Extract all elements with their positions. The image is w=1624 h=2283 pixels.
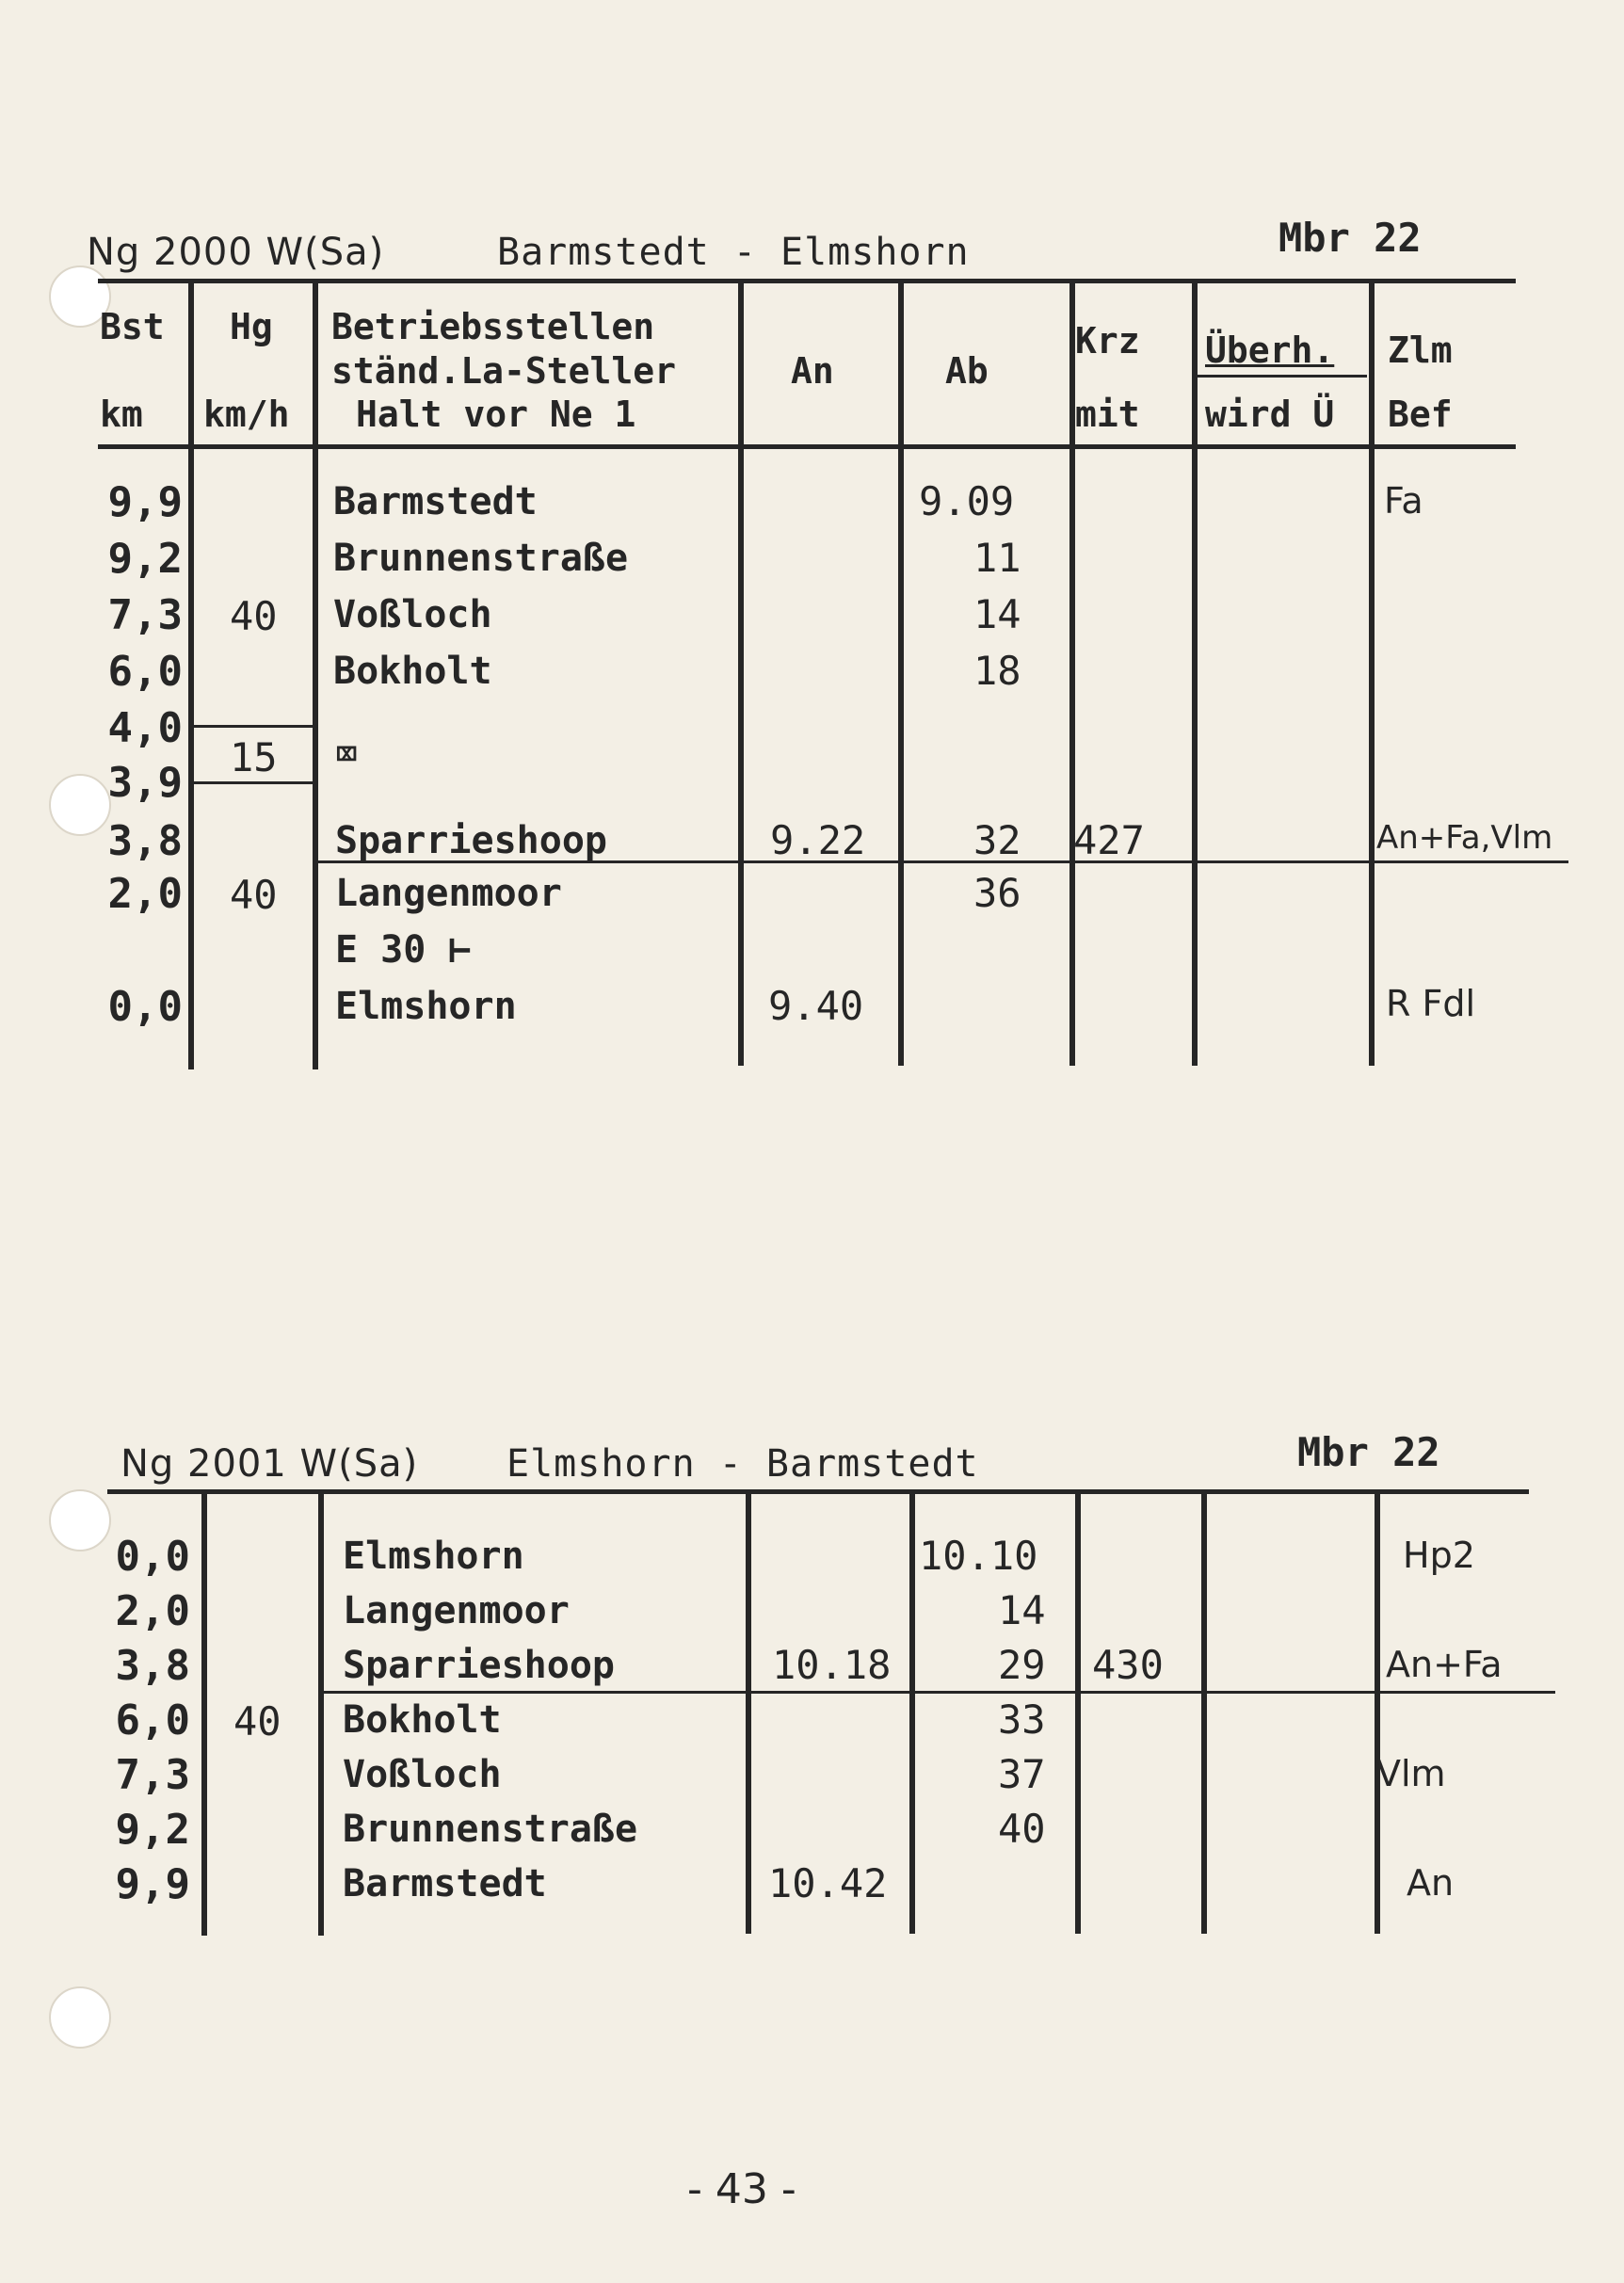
km-value: 2,0 xyxy=(107,870,183,918)
col-bef: Bef xyxy=(1388,394,1453,435)
zlm-value: An+Fa xyxy=(1386,1644,1503,1685)
km-value: 0,0 xyxy=(107,983,183,1031)
departure-time: 18 xyxy=(973,648,1021,694)
col-kmh: km/h xyxy=(203,394,290,435)
punch-hole-3 xyxy=(49,1489,111,1551)
col-la-steller: ständ.La-Steller xyxy=(331,350,677,392)
zlm-value: R Fdl xyxy=(1386,983,1476,1024)
km-value: 4,0 xyxy=(107,704,183,752)
arrival-time: 10.42 xyxy=(768,1860,888,1906)
table-top-rule xyxy=(98,279,1516,283)
station-name: Brunnenstraße xyxy=(343,1808,638,1851)
col-hg: Hg xyxy=(230,306,273,347)
zlm-value: An xyxy=(1407,1862,1455,1904)
col-sep-5 xyxy=(1075,1493,1081,1934)
col-ueberh: Überh. xyxy=(1205,330,1335,371)
station-name: Voßloch xyxy=(333,593,492,636)
km-value: 3,8 xyxy=(107,817,183,865)
station-name: Sparrieshoop xyxy=(343,1644,615,1687)
col-an: An xyxy=(791,350,834,392)
station-name: Brunnenstraße xyxy=(333,537,629,580)
km-value: 9,9 xyxy=(115,1860,190,1908)
zlm-value: Fa xyxy=(1384,480,1423,522)
crossing-train: 427 xyxy=(1073,817,1145,863)
signal-e30: E 30 ⊢ xyxy=(335,928,472,972)
departure-time: 40 xyxy=(998,1806,1046,1852)
col-mit: mit xyxy=(1075,394,1140,435)
col-sep-2 xyxy=(313,282,318,1069)
departure-time: 29 xyxy=(998,1642,1046,1688)
departure-time: 32 xyxy=(973,817,1021,863)
col-sep-4 xyxy=(909,1493,915,1934)
col-sep-3 xyxy=(746,1493,751,1934)
route: Barmstedt - Elmshorn xyxy=(497,231,970,274)
station-name: Elmshorn xyxy=(343,1535,524,1578)
station-name: Barmstedt xyxy=(343,1862,547,1905)
speed-value: 40 xyxy=(233,1698,281,1744)
km-value: 9,2 xyxy=(115,1806,190,1854)
speed-value: 40 xyxy=(230,593,278,639)
km-value: 9,9 xyxy=(107,478,183,526)
km-value: 3,8 xyxy=(115,1642,190,1690)
station-name: Elmshorn xyxy=(335,985,517,1028)
zlm-value: Vlm xyxy=(1376,1753,1446,1794)
ueberh-underline xyxy=(1198,375,1367,378)
punch-hole-4 xyxy=(49,1986,111,2049)
col-sep-1 xyxy=(188,282,194,1069)
signal-symbol-icon: ⌧ xyxy=(335,732,359,776)
route: Elmshorn - Barmstedt xyxy=(506,1442,979,1486)
mbr-label: Mbr 22 xyxy=(1297,1429,1440,1475)
col-sep-6 xyxy=(1192,282,1198,1066)
col-sep-7 xyxy=(1369,282,1375,1066)
col-wird: wird Ü xyxy=(1205,394,1335,435)
train-number: Ng 2001 W(Sa) xyxy=(121,1442,419,1486)
station-name: Bokholt xyxy=(343,1698,502,1742)
arrival-time: 10.18 xyxy=(772,1642,892,1688)
mbr-label: Mbr 22 xyxy=(1278,215,1422,261)
col-krz: Krz xyxy=(1075,320,1140,362)
km-value: 6,0 xyxy=(107,648,183,696)
speed-value: 40 xyxy=(230,872,278,918)
arrival-time: 9.22 xyxy=(770,817,866,863)
departure-time: 36 xyxy=(973,870,1021,916)
col-bst: Bst xyxy=(100,306,165,347)
speed-box-top xyxy=(192,725,314,728)
col-sep-2 xyxy=(318,1493,324,1936)
km-value: 3,9 xyxy=(107,759,183,807)
zlm-value: An+Fa,Vlm xyxy=(1376,819,1553,857)
col-sep-3 xyxy=(738,282,744,1066)
km-value: 2,0 xyxy=(115,1587,190,1635)
departure-time: 9.09 xyxy=(919,478,1015,524)
zlm-value: Hp2 xyxy=(1403,1535,1475,1576)
col-sep-1 xyxy=(201,1493,207,1936)
col-betriebsstellen: Betriebsstellen xyxy=(331,306,655,347)
km-value: 7,3 xyxy=(115,1751,190,1799)
departure-time: 14 xyxy=(998,1587,1046,1633)
col-sep-7 xyxy=(1375,1493,1380,1934)
section-rule xyxy=(322,1691,1555,1694)
station-name: Sparrieshoop xyxy=(335,819,607,862)
train-number: Ng 2000 W(Sa) xyxy=(87,231,385,274)
station-name: Langenmoor xyxy=(343,1589,570,1632)
departure-time: 37 xyxy=(998,1751,1046,1797)
crossing-train: 430 xyxy=(1092,1642,1164,1688)
station-name: Bokholt xyxy=(333,650,492,693)
km-value: 6,0 xyxy=(115,1696,190,1744)
col-sep-6 xyxy=(1201,1493,1207,1934)
station-name: Barmstedt xyxy=(333,480,538,523)
departure-time: 14 xyxy=(973,591,1021,637)
page-number: - 43 - xyxy=(687,2165,796,2213)
col-ab: Ab xyxy=(945,350,989,392)
station-name: Voßloch xyxy=(343,1753,502,1796)
speed-value: 15 xyxy=(230,734,278,780)
speed-box-bottom xyxy=(192,781,314,784)
departure-time: 11 xyxy=(973,535,1021,581)
departure-time: 33 xyxy=(998,1696,1046,1743)
col-sep-5 xyxy=(1069,282,1075,1066)
arrival-time: 9.40 xyxy=(768,983,864,1029)
col-sep-4 xyxy=(898,282,904,1066)
col-zlm: Zlm xyxy=(1388,330,1453,371)
header-bottom-rule xyxy=(98,444,1516,449)
km-value: 9,2 xyxy=(107,535,183,583)
departure-time: 10.10 xyxy=(919,1533,1038,1579)
col-km: km xyxy=(100,394,143,435)
col-halt-vor: Halt vor Ne 1 xyxy=(356,394,636,435)
km-value: 7,3 xyxy=(107,591,183,639)
km-value: 0,0 xyxy=(115,1533,190,1581)
station-name: Langenmoor xyxy=(335,872,562,915)
